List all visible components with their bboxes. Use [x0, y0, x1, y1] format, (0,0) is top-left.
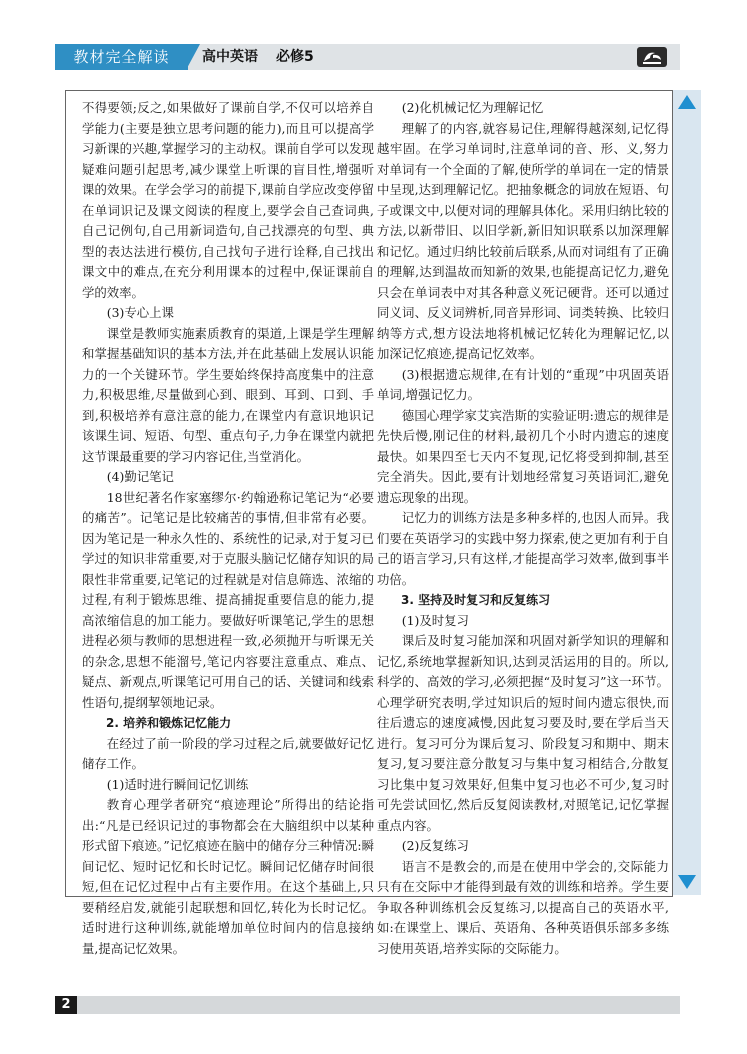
subheading: (1)及时复习: [401, 612, 469, 628]
paragraph: 不得要领;反之,如果做好了课前自学,不仅可以培养自学能力(主要是独立思考问题的能力),而且可以提高学习新课的兴趣,掌握学习的主动权。课前自学可以发现疑难问题引起思考,减少课堂上听课的盲目性,增强听课的效果。在学会学习的前提下,课前自学应改变停留在单词识记及课文阅读的程度上,要学会自己查词典,自己记例句,自己用新词造句,自己找漂亮的句型、典型的表达法进行模仿,自己找句子进行诠释,自己找出课文中的难点,在充分利用课本的过程中,保证课前自学的效率。: [82, 100, 374, 300]
paragraph: 教育心理学者研究“痕迹理论”所得出的结论指出:“凡是已经识记过的事物都会在大脑组织中以某种形式留下痕迹。”记忆痕迹在脑中的储存分三种情况:瞬间记忆、短时记忆和长时记忆。瞬间记忆储存时间很短,但在记忆过程中占有主要作用。在这个基础上,只要稍经启发,就能引起联想和回忆,转化为长时记忆。适时进行这种训练,就能增加单位时间内的信息接纳量,提高记忆效果。: [82, 797, 374, 956]
header-title: [202, 44, 314, 70]
subheading: (2)化机械记忆为理解记忆: [401, 100, 544, 115]
section-heading: 2. 培养和锻炼记忆能力: [106, 716, 232, 730]
scroll-up-icon[interactable]: [678, 95, 696, 109]
right-column: [377, 98, 669, 959]
paragraph: 课堂是教师实施素质教育的渠道,上课是学生理解和掌握基础知识的基本方法,并在此基础上发展认识能力的一个关键环节。学生要始终保持高度集中的注意力,积极思维,尽量做到心到、眼到、耳到、口到、手到,积极培养有意注意的能力,在课堂内有意识地识记该课生词、短语、句型、重点句子,力争在课堂内就把这节课最重要的学习内容记住,当堂消化。: [82, 325, 374, 464]
paragraph: 德国心理学家艾宾浩斯的实验证明:遗忘的规律是先快后慢,刚记住的材料,最初几个小时内遗忘的速度最快。如果四至七天内不复现,记忆将受到抑制,甚至完全消失。因此,要有计划地经常复习英语词汇,避免遗忘现象的出现。: [377, 407, 669, 505]
paragraph: 理解了的内容,就容易记住,理解得越深刻,记忆得越牢固。在学习单词时,注意单词的音、形、义,努力对单词有一个全面的了解,使所学的单词在一定的情景中呈现,达到理解记忆。把抽象概念的词放在短语、句子或课文中,以便对词的理解具体化。采用归纳比较的方法,以新带旧、以旧学新,新旧知识联系以加深理解和记忆。通过归纳比较前后联系,从而对词组有了正确的理解,达到温故而知新的效果,也能提高记忆力,避免只会在单词表中对其各种意义死记硬背。还可以通过同义词、反义词辨析,同音异形词、词类转换、比较归纳等方式,想方设法地将机械记忆转化为理解记忆,以加深记忆痕迹,提高记忆效率。: [377, 120, 669, 361]
header-tag: 教材完全解读: [55, 44, 188, 70]
paragraph: 18世纪著名作家塞缪尔·约翰逊称记笔记为“必要的痛苦”。记笔记是比较痛苦的事情,但非常有必要。因为笔记是一种永久性的、系统性的记录,对于复习已学过的知识非常重要,对于克服头脑记忆储存知识的局限性非常重要,记笔记的过程就是对信息筛选、浓缩的过程,有利于锻炼思维、提高捕捉重要信息的能力,提高浓缩信息的加工能力。要做好听课笔记,学生的思想进程必须与教师的思想进程一致,必须抛开与听课无关的杂念,思想不能溜号,笔记内容要注意重点、难点、疑点、新观点,听课笔记可用自己的话、关键词和线索性语句,提纲挈领地记录。: [82, 489, 374, 710]
publisher-logo-icon: [636, 46, 668, 68]
paragraph: 语言不是教会的,而是在使用中学会的,交际能力只有在交际中才能得到最有效的训练和培养。学生要争取各种训练机会反复练习,以提高自己的英语水平,如:在课堂上、课后、英语角、各种英语俱乐部多多练习使用英语,培养实际的交际能力。: [377, 858, 669, 956]
footer-bar: [55, 996, 680, 1014]
header-subject: 高中英语: [202, 49, 258, 65]
left-column: [82, 98, 374, 959]
subheading: (2)反复练习: [401, 838, 469, 853]
section-heading: 3. 坚持及时复习和反复练习: [401, 593, 551, 607]
subheading: (1)适时进行瞬间记忆训练: [106, 776, 249, 792]
paragraph: 课后及时复习能加深和巩固对新学知识的理解和记忆,系统地掌握新知识,达到灵活运用的目的。所以,科学的、高效的学习,必须把握“及时复习”这一环节。心理学研究表明,学过知识后的短时间内遗忘很快,而往后遗忘的速度减慢,因此复习要及时,要在学后当天进行。复习可分为课后复习、阶段复习和期中、期末复习,复习要注意分散复习与集中复习相结合,分散复习比集中复习效果好,但集中复习也必不可少,复习时可先尝试回忆,然后反复阅读教材,对照笔记,记忆掌握重点内容。: [377, 633, 669, 833]
paragraph: 在经过了前一阶段的学习过程之后,就要做好记忆储存工作。: [82, 735, 374, 771]
paragraph: 记忆力的训练方法是多种多样的,也因人而异。我们要在英语学习的实践中努力探索,使之更加有利于自己的语言学习,只有这样,才能提高学习效率,做到事半功倍。: [377, 510, 669, 587]
subheading: (4)勤记笔记: [106, 469, 174, 484]
subheading: (3)专心上课: [106, 305, 174, 320]
header-volume: 必修5: [276, 49, 314, 65]
scroll-down-icon[interactable]: [678, 875, 696, 889]
page-number: 2: [55, 996, 77, 1014]
paragraph: (3)根据遗忘规律,在有计划的“重现”中巩固英语单词,增强记忆力。: [377, 366, 669, 402]
scrollbar-track[interactable]: [673, 90, 701, 895]
header-tag-notch: [186, 44, 200, 70]
